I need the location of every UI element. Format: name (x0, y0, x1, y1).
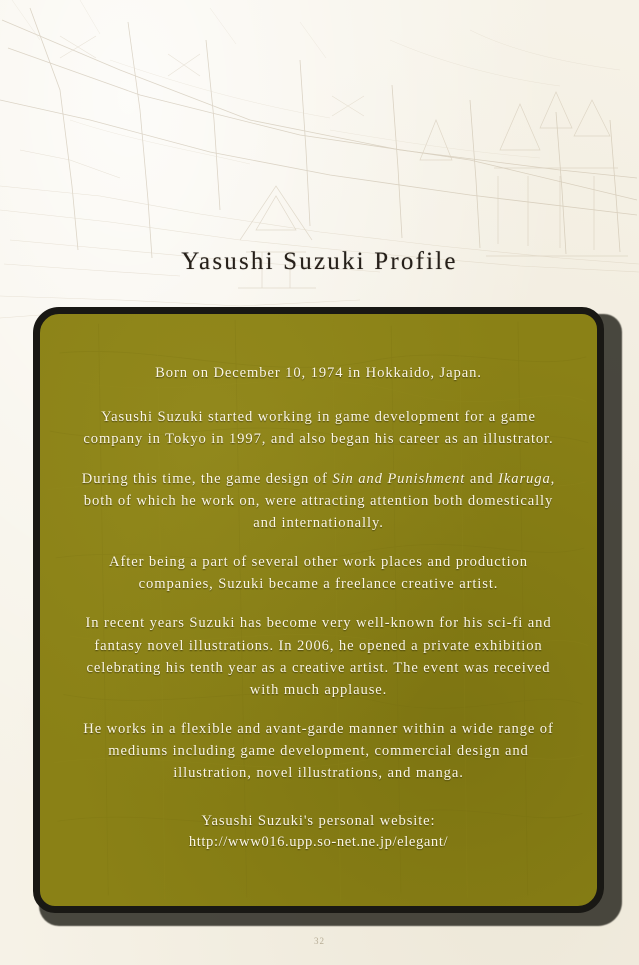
game-design-part-5: , both of which he work on, were attracting attention both domestically and internationally. (83, 470, 556, 531)
paragraph-freelance: After being a part of several other work places and production companies, Suzuki became a freelance creative artist. (109, 554, 528, 593)
profile-text-block (40, 314, 597, 880)
website-label: Yasushi Suzuki's personal website: (201, 812, 436, 829)
paragraph-birth: Born on December 10, 1974 in Hokkaido, Japan. (155, 365, 482, 381)
pencil-sketch-illustration (0, 0, 639, 330)
game-title-ikaruga: Ikaruga (498, 470, 551, 487)
paragraph-mediums: He works in a flexible and avant-garde manner within a wide range of mediums including game development, commercial design and illustration, novel illustrations, and manga. (83, 721, 554, 782)
profile-panel (33, 307, 616, 923)
game-design-part-3: and (465, 470, 499, 487)
game-title-sin-and-punishment: Sin and Punishment (332, 470, 466, 487)
paragraph-game-design (74, 468, 563, 535)
game-design-part-1: During this time, the game design of (81, 470, 333, 487)
page-number: 32 (314, 936, 325, 946)
website-block (74, 811, 563, 855)
paragraph-career-start: Yasushi Suzuki started working in game development for a game company in Tokyo in 1997, and also began his career as an illustrator. (83, 409, 554, 448)
paragraph-recent-years: In recent years Suzuki has become very well-known for his sci-fi and fantasy novel illustrations. In 2006, he opened a private exhibition celebrating his tenth year as a creative artist. The event was received with much applause. (85, 615, 552, 698)
profile-panel-body (33, 307, 604, 913)
page-title: Yasushi Suzuki Profile (181, 248, 458, 275)
website-url[interactable]: http://www016.upp.so-net.ne.jp/elegant/ (188, 834, 449, 851)
